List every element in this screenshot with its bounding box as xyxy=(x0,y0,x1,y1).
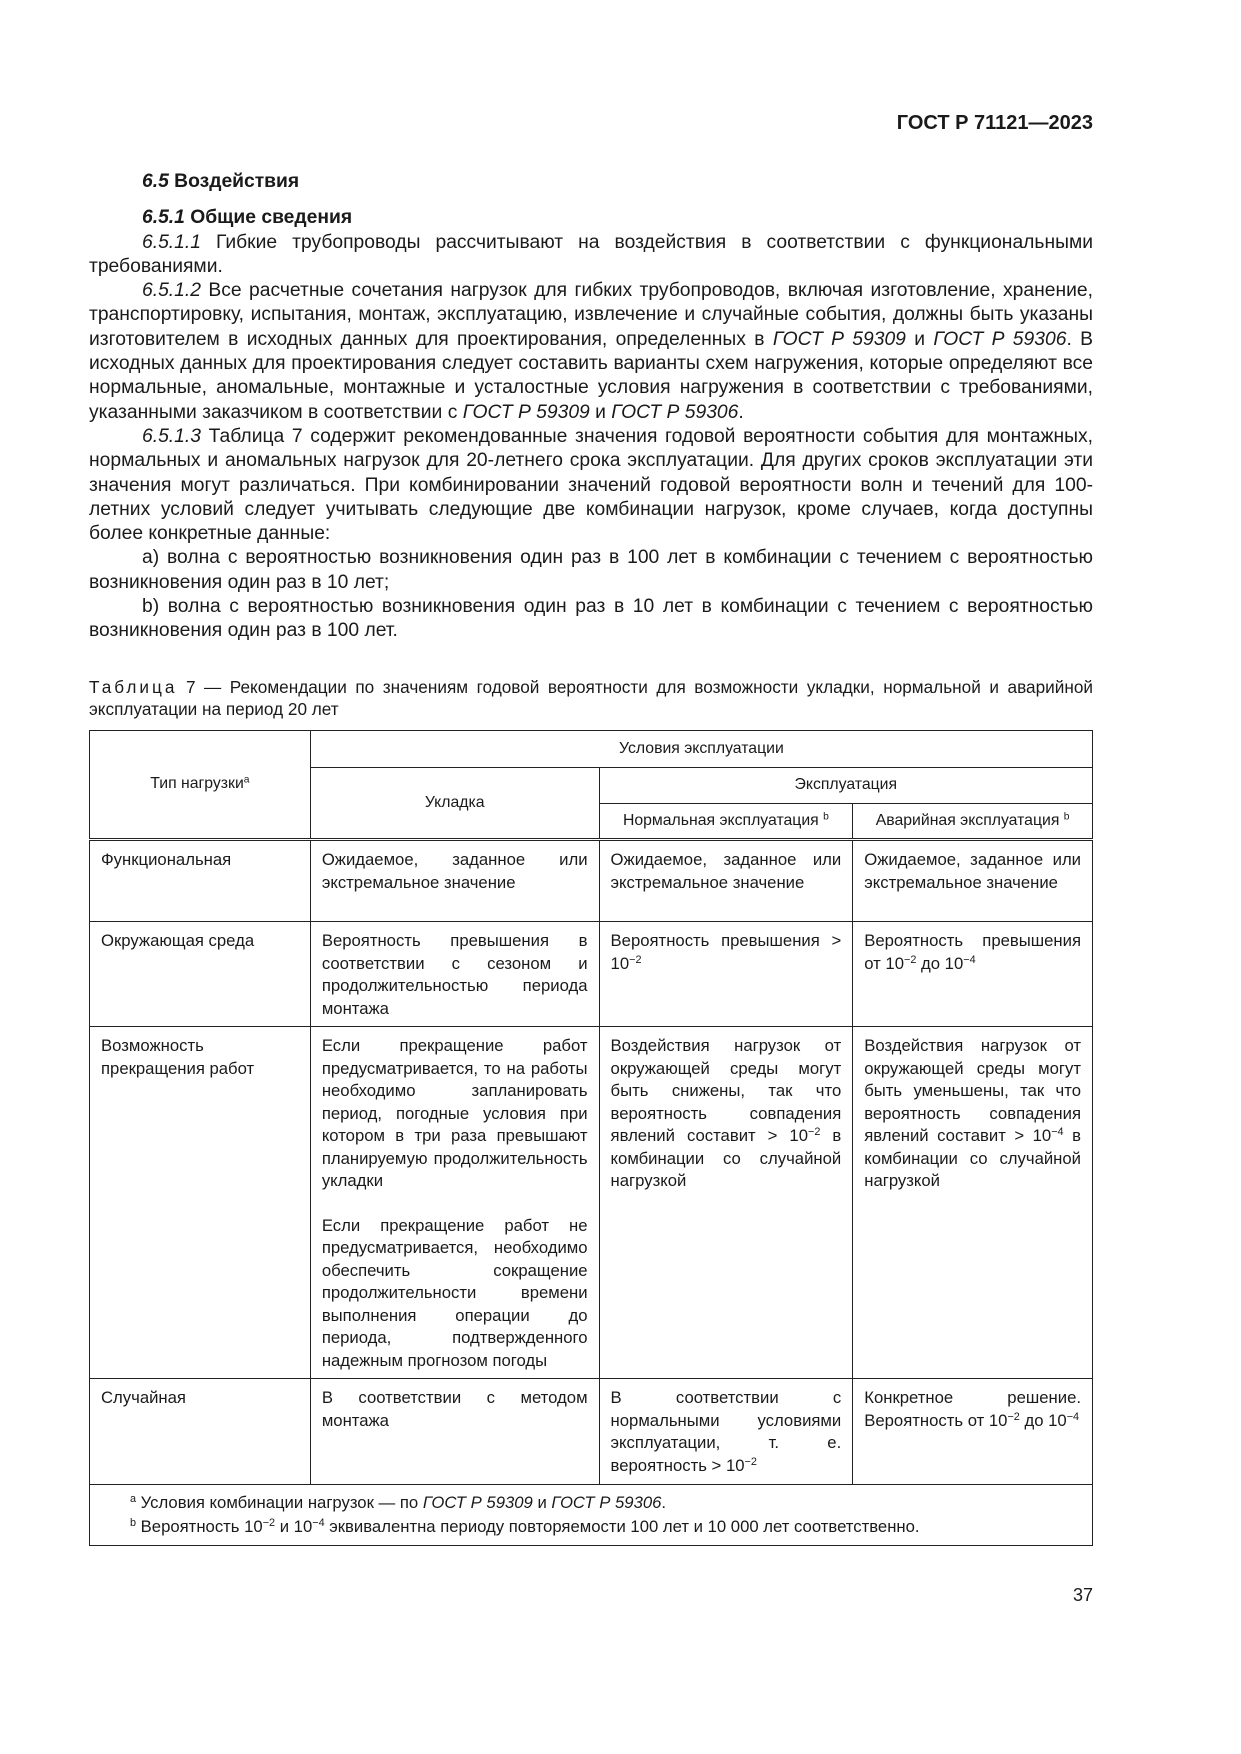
row-laying: В соответствии с методом монтажа xyxy=(321,1388,588,1430)
probability-table xyxy=(89,730,1093,1546)
row-normal: Ожидаемое, заданное или экстремальное значение xyxy=(610,850,842,892)
row-laying-case-1: Если прекращение работ предусматривается, то на работы необходимо запланировать период, погодные условия при котором в три раза превышают планируемую продолжительность укладки xyxy=(321,1036,588,1190)
row-normal: Воздействия нагрузок от окружающей среды могут быть снижены, так что вероятность совпадения явлений составит > $10^{-2}$ в комбинации со случайной нагрузкой xyxy=(610,1036,842,1190)
header-conditions: Условия эксплуатации xyxy=(310,731,1092,768)
footnote-a: $^a$ Условия комбинации нагрузок — по ГОСТ Р 59309 и ГОСТ Р 59306. xyxy=(130,1493,667,1512)
header-emergency-operation: Аварийная эксплуатация $^b$ xyxy=(853,804,1093,840)
table-notes-row xyxy=(90,1485,1093,1546)
row-emergency: Воздействия нагрузок от окружающей среды могут быть уменьшены, так что вероятность совпадения явлений составит > $10^{-4}$ в комбинации со случайной нагрузкой xyxy=(864,1036,1081,1190)
row-normal: Вероятность превышения > $10^{-2}$ xyxy=(610,931,842,973)
list-item-b: b) волна с вероятностью возникновения один раз в 10 лет в комбинации с течением с вероятностью возникновения один раз в 100 лет. xyxy=(89,596,1093,642)
row-type: Возможность прекращения работ xyxy=(101,1036,255,1078)
header-normal-operation: Нормальная эксплуатация $^b$ xyxy=(599,804,853,840)
row-emergency: Ожидаемое, заданное или экстремальное значение xyxy=(864,850,1081,892)
table-row xyxy=(90,840,1093,922)
list-item-a: а) волна с вероятностью возникновения один раз в 100 лет в комбинации с течением с вероятностью возникновения один раз в 10 лет; xyxy=(89,547,1093,593)
body-text xyxy=(89,170,1093,644)
section-6-5-1-heading: 6.5.1 Общие сведения xyxy=(142,207,353,229)
table-row xyxy=(90,1379,1093,1485)
header-operation: Эксплуатация xyxy=(599,768,1092,804)
row-laying: Ожидаемое, заданное или экстремальное значение xyxy=(321,850,588,892)
standard-header: ГОСТ Р 71121—2023 xyxy=(896,112,1093,134)
table-row xyxy=(90,922,1093,1027)
section-6-5-heading: 6.5 Воздействия xyxy=(142,171,300,192)
table-caption: Таблица 7 — Рекомендации по значениям годовой вероятности для возможности укладки, нормальной и аварийной эксплуатации на период 20 лет xyxy=(89,677,1093,719)
row-type: Окружающая среда xyxy=(90,922,311,1027)
paragraph-6-5-1-3: 6.5.1.3 Таблица 7 содержит рекомендованные значения годовой вероятности события для монтажных, нормальных и аномальных нагрузок для 20-летнего срока эксплуатации. Для других сроков эксплуатации эти значения могут различаться. При комбинировании значений годовой вероятности волн и течений для 100-летних условий следует учитывать следующие две комбинации нагрузок, кроме случаев, когда доступны более конкретные данные: xyxy=(89,425,1093,545)
header-laying: Укладка xyxy=(310,768,599,840)
row-emergency: Вероятность превышения от $10^{-2}$ до $10^{-4}$ xyxy=(864,931,1081,973)
paragraph-6-5-1-1: 6.5.1.1 Гибкие трубопроводы рассчитывают на воздействия в соответствии с функциональными требованиями. xyxy=(89,231,1093,277)
footnote-b: $^b$ Вероятность $10^{-2}$ и $10^{-4}$ эквивалентна периоду повторяемости 100 лет и 10 000 лет соответственно. xyxy=(130,1517,920,1536)
table-row xyxy=(90,1027,1093,1379)
row-normal: В соответствии с нормальными условиями эксплуатации, т. е. вероятность > $10^{-2}$ xyxy=(610,1388,842,1475)
page-number: 37 xyxy=(1072,1585,1093,1605)
row-type: Функциональная xyxy=(90,840,311,922)
row-laying: Вероятность превышения в соответствии с сезоном и продолжительностью периода монтажа xyxy=(321,931,588,1018)
header-load-type: Тип нагрузки$^a$ xyxy=(90,731,311,840)
row-type: Случайная xyxy=(90,1379,311,1485)
paragraph-6-5-1-2: 6.5.1.2 Все расчетные сочетания нагрузок для гибких трубопроводов, включая изготовление, хранение, транспортировку, испытания, монтаж, эксплуатацию, извлечение и случайные события, должны быть указаны изготовителем в исходных данных для проектирования, определенных в ГОСТ Р 59309 и ГОСТ Р 59306. В исходных данных для проектирования следует составить варианты схем нагружения, которые определяют все нормальные, аномальные, монтажные и усталостные условия нагружения в соответствии с требованиями, указанными заказчиком в соответствии с ГОСТ Р 59309 и ГОСТ Р 59306. xyxy=(89,280,1093,423)
row-emergency: Конкретное решение. Вероятность от $10^{-2}$ до $10^{-4}$ xyxy=(864,1388,1081,1430)
row-laying-case-2: Если прекращение работ не предусматривается, необходимо обеспечить сокращение продолжительности времени выполнения операции до периода, подтвержденного надежным прогнозом погоды xyxy=(321,1215,588,1370)
